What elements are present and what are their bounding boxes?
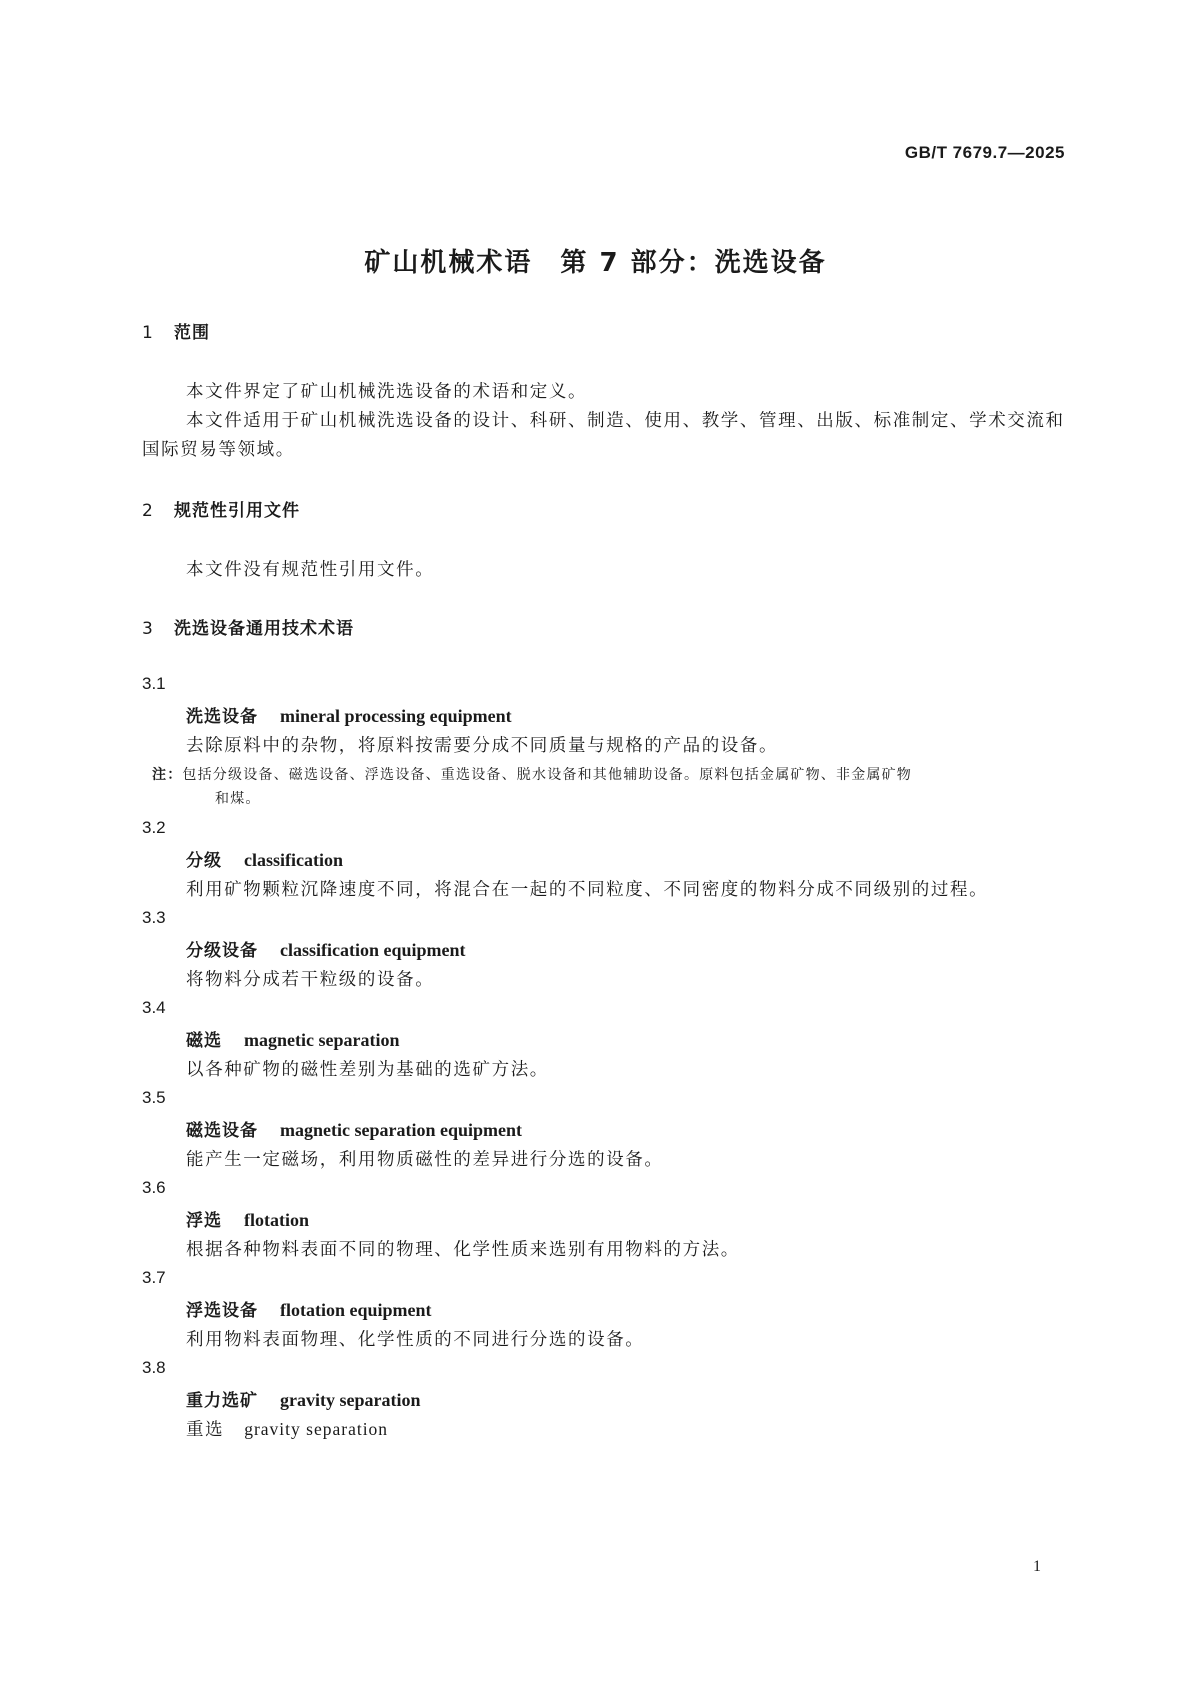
term-entry [186,846,343,871]
term-entry [186,1296,432,1321]
term-entry [186,1386,420,1411]
term-zh: 分级设备 [186,941,258,961]
term-definition: 利用矿物颗粒沉降速度不同，将混合在一起的不同粒度、不同密度的物料分成不同级别的过程。 [186,880,989,900]
section-number: 2 [142,501,154,521]
term-zh: 浮选设备 [186,1301,258,1321]
term-number: 3.6 [142,1178,166,1197]
section-heading-1 [142,318,210,343]
page-number: 1 [1033,1558,1041,1575]
term-en: flotation [244,1210,309,1230]
synonym-en: gravity separation [244,1419,389,1439]
term-synonym [186,1416,388,1441]
section-1-paragraph-2-cont: 国际贸易等领域。 [142,440,295,460]
term-number: 3.3 [142,908,166,927]
note-label: 注： [152,767,183,783]
term-note [152,764,912,784]
term-definition: 将物料分成若干粒级的设备。 [186,970,435,990]
term-definition: 去除原料中的杂物，将原料按需要分成不同质量与规格的产品的设备。 [186,736,779,756]
section-number: 3 [142,619,154,639]
term-en: classification equipment [280,940,466,960]
term-zh: 磁选 [186,1031,222,1051]
section-number: 1 [142,323,154,343]
section-1-paragraph-1: 本文件界定了矿山机械洗选设备的术语和定义。 [186,382,588,402]
term-number: 3.2 [142,818,166,837]
document-title: 矿山机械术语 第 7 部分：洗选设备 [364,248,827,278]
term-number: 3.7 [142,1268,166,1287]
term-definition: 以各种矿物的磁性差别为基础的选矿方法。 [186,1060,549,1080]
term-entry [186,936,466,961]
section-heading-2 [142,496,300,521]
section-1-paragraph-2: 本文件适用于矿山机械洗选设备的设计、科研、制造、使用、教学、管理、出版、标准制定、学术交流和 [186,411,1065,431]
term-en: magnetic separation [244,1030,400,1050]
term-number: 3.4 [142,998,166,1017]
term-en: gravity separation [280,1390,421,1410]
term-zh: 重力选矿 [186,1391,258,1411]
term-en: magnetic separation equipment [280,1120,522,1140]
term-definition: 利用物料表面物理、化学性质的不同进行分选的设备。 [186,1330,645,1350]
term-number: 3.8 [142,1358,166,1377]
term-definition: 根据各种物料表面不同的物理、化学性质来选别有用物料的方法。 [186,1240,740,1260]
term-entry [186,1116,522,1141]
section-title: 范围 [174,323,210,343]
term-en: flotation equipment [280,1300,432,1320]
document-code: GB/T 7679.7—2025 [904,143,1065,162]
term-note-cont: 和煤。 [215,791,261,807]
term-entry [186,1026,399,1051]
term-en: classification [244,850,343,870]
section-heading-3 [142,614,354,639]
synonym-zh: 重选 [186,1420,225,1440]
section-2-paragraph-1: 本文件没有规范性引用文件。 [186,560,435,580]
term-zh: 磁选设备 [186,1121,258,1141]
note-text: 包括分级设备、磁选设备、浮选设备、重选设备、脱水设备和其他辅助设备。原料包括金属矿物、非金属矿物 [182,767,913,783]
section-title: 规范性引用文件 [174,501,300,521]
term-zh: 分级 [186,851,222,871]
term-zh: 洗选设备 [186,707,258,727]
term-number: 3.5 [142,1088,166,1107]
term-entry [186,1206,309,1231]
term-number: 3.1 [142,674,166,693]
section-title: 洗选设备通用技术术语 [174,619,354,639]
term-entry [186,702,512,727]
term-zh: 浮选 [186,1211,222,1231]
term-definition: 能产生一定磁场，利用物质磁性的差异进行分选的设备。 [186,1150,664,1170]
term-en: mineral processing equipment [280,706,512,726]
